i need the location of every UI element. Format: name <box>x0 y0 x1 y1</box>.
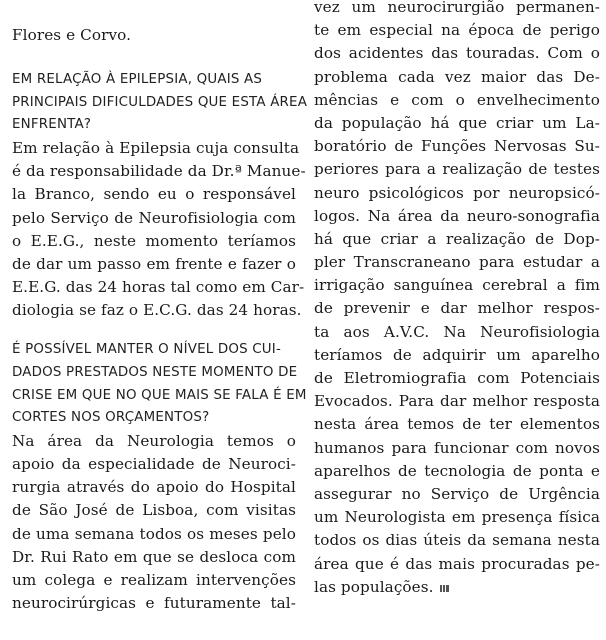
body-line: problema cada vez maior das De- <box>314 67 600 86</box>
right-column <box>314 0 600 599</box>
answer-line: Na área da Neurologia temos o <box>12 431 296 450</box>
body-line: aparelhos de tecnologia de ponta e <box>314 461 600 480</box>
answer-line: rurgia através do apoio do Hospital <box>12 478 296 497</box>
answer-line: é da responsabilidade da Dr.ª Manue- <box>12 162 306 181</box>
body-line: te em especial na época de perigo <box>314 21 600 40</box>
body-line: periores para a realização de testes <box>314 160 600 179</box>
end-of-article-icon <box>440 585 449 592</box>
body-line: teríamos de adquirir um aparelho <box>314 345 600 364</box>
answer-line: diologia se faz o E.C.G. das 24 horas. <box>12 301 302 320</box>
body-line: dos acidentes das touradas. Com o <box>314 44 600 63</box>
body-line: pler Transcraneano para estudar a <box>314 253 600 272</box>
answer-line: um colega e realizam intervenções <box>12 570 296 589</box>
spacer <box>12 47 296 69</box>
question-line: DADOS PRESTADOS NESTE MOMENTO DE <box>12 365 298 381</box>
body-line: vez um neurocirurgião permanen- <box>314 0 600 16</box>
answer-line: Dr. Rui Rato em que se desloca com <box>12 547 296 566</box>
body-line: um Neurologista em presença física <box>314 508 600 527</box>
body-line: da população há que criar um La- <box>314 113 600 132</box>
answer-line: pelo Serviço de Neurofisiologia com <box>12 208 296 227</box>
body-line: neuro psicológicos por neuropsicó- <box>314 183 600 202</box>
answer-line: de uma semana todos os meses pelo <box>12 524 296 543</box>
body-line: de prevenir e dar melhor respos- <box>314 299 600 318</box>
body-line: área que é das mais procuradas pe- <box>314 554 600 573</box>
body-line: assegurar no Serviço de Urgência <box>314 484 600 503</box>
spacer <box>12 322 296 339</box>
answer-line: la Branco, sendo eu o responsável <box>12 185 296 204</box>
body-line: Evocados. Para dar melhor resposta <box>314 392 600 411</box>
body-line: nesta área temos de ter elementos <box>314 415 600 434</box>
body-line: logos. Na área da neuro-sonografia <box>314 206 600 225</box>
body-line: todos os dias úteis da semana nesta <box>314 531 600 550</box>
answer-line: Em relação à Epilepsia cuja consulta <box>12 138 300 157</box>
question-line: CORTES NOS ORÇAMENTOS? <box>12 410 210 426</box>
body-line: humanos para funcionar com novos <box>314 438 600 457</box>
body-line: mências e com o envelhecimento <box>314 90 600 109</box>
question-line: CRISE EM QUE NO QUE MAIS SE FALA É EM <box>12 387 307 403</box>
answer-line: neurocirúrgicas e futuramente tal- <box>12 594 296 613</box>
answer-line: E.E.G. das 24 horas tal como em Car- <box>12 278 305 297</box>
answer-line: o E.E.G., neste momento teríamos <box>12 231 296 250</box>
answer-epilepsy <box>12 137 306 323</box>
left-column <box>12 0 308 615</box>
intro-text-line: Flores e Corvo. <box>12 26 132 44</box>
body-line: há que criar a realização de Dop- <box>314 229 600 248</box>
body-line-final <box>314 576 600 599</box>
question-line: PRINCIPAIS DIFICULDADES QUE ESTA ÁREA <box>12 94 308 110</box>
answer-line: de São José de Lisboa, com visitas <box>12 501 296 520</box>
answer-budget <box>12 430 296 616</box>
body-line: de Eletromiografia com Potenciais <box>314 369 600 387</box>
question-line: É POSSÍVEL MANTER O NÍVEL DOS CUI- <box>12 342 281 358</box>
final-text: las populações. <box>314 577 434 596</box>
answer-line: de dar um passo em frente e fazer o <box>12 254 296 273</box>
question-epilepsy <box>12 69 308 137</box>
body-line: boratório de Funções Nervosas Su- <box>314 137 600 156</box>
question-line: ENFRENTA? <box>12 117 92 133</box>
body-line: ta aos A.V.C. Na Neurofisiologia <box>314 322 600 341</box>
question-line: EM RELAÇÃO À EPILEPSIA, QUAIS AS <box>12 72 263 88</box>
question-budget <box>12 339 307 429</box>
body-line: irrigação sanguínea cerebral a fim <box>314 276 600 295</box>
answer-line: apoio da especialidade de Neuroci- <box>12 455 296 474</box>
